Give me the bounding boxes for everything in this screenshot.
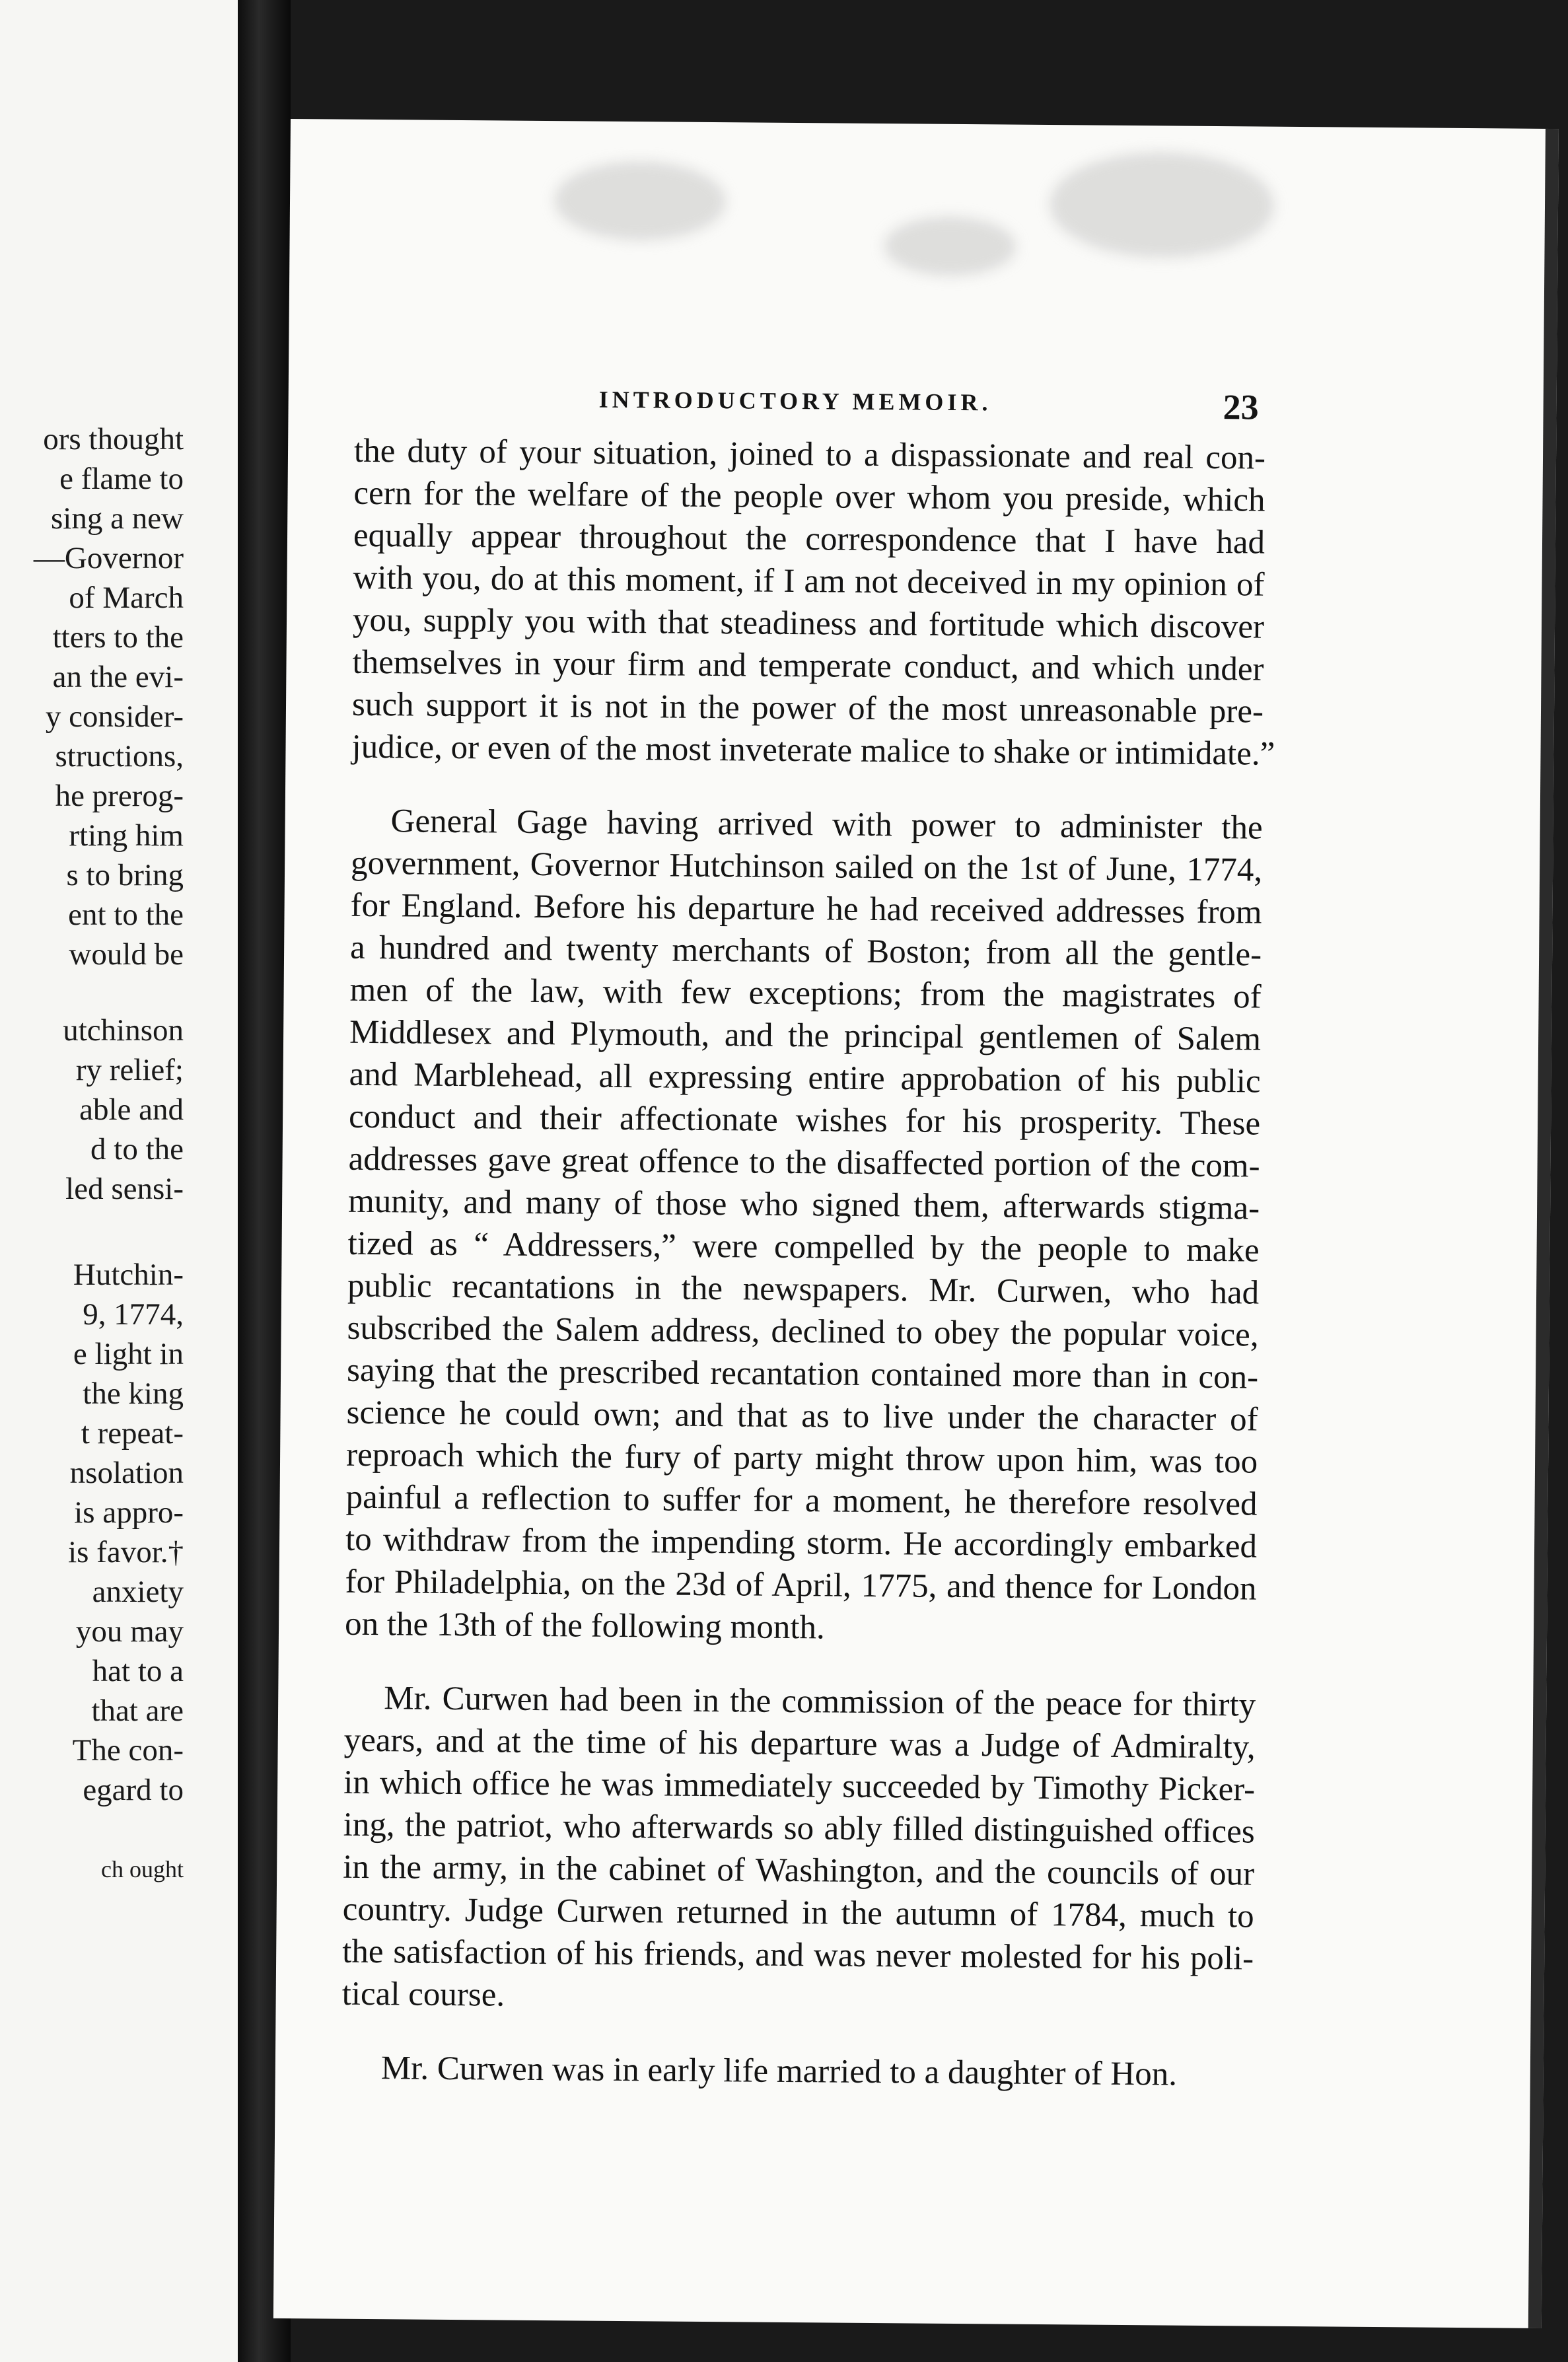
text-line: General Gage having arrived with power to administer the [390,803,1263,847]
left-page-line: s to bring [66,858,184,892]
page-stain [1049,151,1274,259]
paragraph [345,800,1263,1653]
left-page-line: Hutchin- [73,1258,184,1292]
left-page-line: utchinson [63,1013,184,1048]
text-line: country. Judge Curwen returned in the autumn of 1784, much to [342,1890,1254,1935]
page-stain [554,161,727,241]
text-line: to withdraw from the impending storm. He accordingly embarked [345,1521,1258,1565]
text-line: munity, and many of those who signed them, afterwards stigma- [347,1182,1260,1227]
text-line: such support it is not in the power of the most unreasonable pre- [351,686,1264,731]
text-line: you, supply you with that steadiness and fortitude which discover [352,601,1265,646]
text-line: the duty of your situation, joined to a dispassionate and real con- [353,432,1266,477]
text-line: with you, do at this moment, if I am not deceived in my opinion of [353,559,1265,604]
text-line: government, Governor Hutchinson sailed on the 1st of June, 1774, [350,844,1263,889]
left-page-line: is favor.† [68,1535,184,1569]
left-page-line: he prerog- [55,779,184,813]
text-line: public recantations in the newspapers. Mr. Curwen, who had [347,1267,1260,1312]
text-line: Middlesex and Plymouth, and the principal gentlemen of Salem [349,1013,1262,1058]
page-stain [884,216,1016,277]
text-line: ing, the patriot, who afterwards so ably filled distinguished offices [343,1806,1255,1851]
left-page-line: structions, [55,739,184,773]
paragraph [341,1677,1256,2022]
left-page-line: would be [69,937,184,972]
text-line: tized as “ Addressers,” were compelled by the people to make [347,1225,1260,1270]
left-page-line: e light in [73,1337,184,1371]
text-line: themselves in your firm and temperate conduct, and which under [352,643,1264,688]
text-line: judice, or even of the most inveterate malice to shake or intimidate.” [351,728,1275,773]
text-line: cern for the welfare of the people over whom you preside, which [353,474,1265,519]
left-page-line: —Governor [33,541,184,575]
left-page-line: able and [79,1092,184,1127]
left-page-line: is appro- [74,1495,184,1530]
left-page-line: tters to the [52,620,184,655]
text-line: on the 13th of the following month. [344,1605,825,1647]
text-line: the satisfaction of his friends, and was never molested for his poli- [341,1933,1254,1978]
text-line: for England. Before his departure he had received addresses from [350,886,1262,931]
left-page-line: y consider- [45,699,184,734]
text-line: men of the law, with few exceptions; from the magistrates of [349,971,1262,1016]
left-page-line: led sensi- [65,1172,184,1206]
left-page-line: nsolation [69,1456,184,1490]
body-text [341,430,1275,2128]
right-page [273,119,1559,2328]
left-page-line: ch ought [101,1856,184,1882]
left-page-line: rting him [69,818,184,853]
left-page-line: the king [83,1377,184,1411]
text-line: years, and at the time of his departure was a Judge of Admiralty, [343,1721,1256,1766]
paragraph [351,430,1275,775]
running-head: INTRODUCTORY MEMOIR. [598,386,992,416]
left-page-line: ent to the [68,898,184,932]
text-line: in the army, in the cabinet of Washington, and the councils of our [342,1848,1255,1893]
left-page-line: egard to [83,1773,184,1807]
left-page-line: anxiety [92,1575,184,1609]
left-page-line: hat to a [92,1654,184,1688]
left-page-fragment [0,0,243,2362]
left-page-line: 9, 1774, [83,1297,184,1332]
text-line: saying that the prescribed recantation contained more than in con- [346,1351,1259,1396]
text-line: in which office he was immediately succeeded by Timothy Picker- [343,1764,1256,1808]
page-number: 23 [1223,387,1259,427]
text-line: reproach which the fury of party might throw upon him, was too [345,1436,1258,1481]
left-page-line: that are [91,1694,184,1728]
text-line: equally appear throughout the correspondence that I have had [353,517,1265,561]
left-page-line: e flame to [59,462,184,496]
text-line: conduct and their affectionate wishes for his prosperity. These [348,1098,1261,1143]
text-line: Mr. Curwen had been in the commission of the peace for thirty [384,1680,1256,1724]
text-line: for Philadelphia, on the 23d of April, 1775, and thence for London [345,1563,1257,1608]
text-line: science he could own; and that as to live under the character of [346,1394,1258,1439]
left-page-line: t repeat- [81,1416,184,1450]
left-page-line: The con- [72,1733,184,1768]
left-page-line: of March [69,581,184,615]
left-page-line: d to the [90,1132,184,1166]
text-line: and Marblehead, all expressing entire approbation of his public [349,1056,1261,1100]
left-page-line: sing a new [50,501,184,536]
text-line: tical course. [341,1975,505,2014]
left-page-line: you may [75,1614,184,1649]
text-line: addresses gave great offence to the disaffected portion of the com- [348,1140,1260,1185]
left-page-line: ors thought [43,422,184,456]
paragraph [341,2047,1253,2096]
left-page-line: ry relief; [75,1053,184,1087]
text-line: a hundred and twenty merchants of Boston; from all the gentle- [349,929,1262,974]
text-line: painful a reflection to suffer for a moment, he therefore resolved [345,1478,1258,1523]
left-page-line: an the evi- [52,660,184,694]
text-line: Mr. Curwen was in early life married to a daughter of Hon. [380,2050,1178,2093]
text-line: subscribed the Salem address, declined to obey the popular voice, [347,1309,1259,1354]
